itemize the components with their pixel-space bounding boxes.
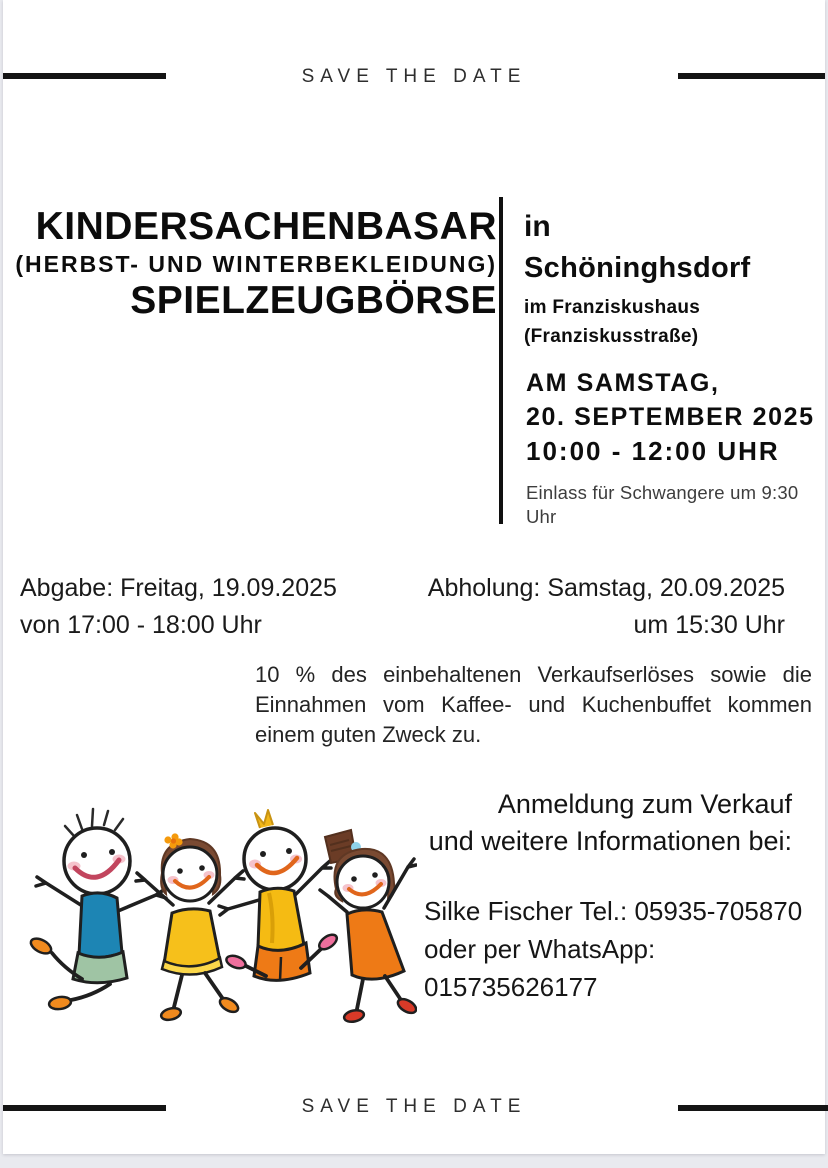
pickup-line-1: Abholung: Samstag, 20.09.2025 — [427, 574, 785, 602]
charity-note: 10 % des einbehaltenen Verkaufserlöses sowie die Einnahmen vom Kaffee- und Kuchenbuffet kommen einem guten Zweck zu. — [255, 662, 812, 747]
bottom-rule-right — [678, 1105, 828, 1111]
title-block — [0, 206, 497, 321]
registration-line-2: und weitere Informationen bei: — [428, 826, 792, 856]
event-day: AM SAMSTAG, — [526, 369, 720, 397]
child-girl-orange — [320, 830, 417, 1023]
registration-line-1: Anmeldung zum Verkauf — [497, 789, 792, 819]
dropoff-line-2: von 17:00 - 18:00 Uhr — [20, 611, 262, 639]
location-preposition: in — [524, 210, 551, 243]
save-the-date-bottom: SAVE THE DATE — [301, 1096, 527, 1117]
vertical-divider — [499, 197, 503, 524]
location-place: Schöninghsdorf — [524, 252, 751, 284]
location-block — [524, 210, 751, 351]
contact-phone: Silke Fischer Tel.: 05935-705870 — [424, 896, 803, 926]
location-venue: im Franziskushaus — [524, 297, 701, 318]
top-rule-right — [678, 73, 825, 79]
pickup-line-2: um 15:30 Uhr — [633, 611, 785, 639]
event-date: 20. SEPTEMBER 2025 — [526, 403, 815, 431]
child-kid-yellow-vest — [219, 810, 339, 981]
save-the-date-top: SAVE THE DATE — [301, 66, 527, 87]
event-admission-note: Einlass für Schwangere um 9:30 Uhr — [526, 482, 799, 527]
dropoff-block — [20, 570, 337, 644]
dropoff-line-1: Abgabe: Freitag, 19.09.2025 — [20, 574, 337, 602]
pickup-block — [428, 570, 785, 644]
event-block — [526, 366, 828, 529]
title-line-1: KINDERSACHENBASAR — [35, 205, 497, 248]
contact-block — [424, 892, 802, 1006]
children-illustration — [22, 795, 417, 1035]
event-time: 10:00 - 12:00 UHR — [526, 436, 780, 466]
registration-block — [429, 786, 792, 860]
title-line-3: SPIELZEUGBÖRSE — [130, 279, 497, 322]
child-girl-yellow — [136, 833, 244, 1021]
contact-whatsapp-number: 015735626177 — [424, 972, 598, 1002]
location-street: (Franziskusstraße) — [524, 326, 699, 347]
title-line-2: (HERBST- UND WINTERBEKLEIDUNG) — [15, 251, 497, 277]
child-boy-blue — [28, 809, 166, 1010]
contact-whatsapp-label: oder per WhatsApp: — [424, 934, 656, 964]
